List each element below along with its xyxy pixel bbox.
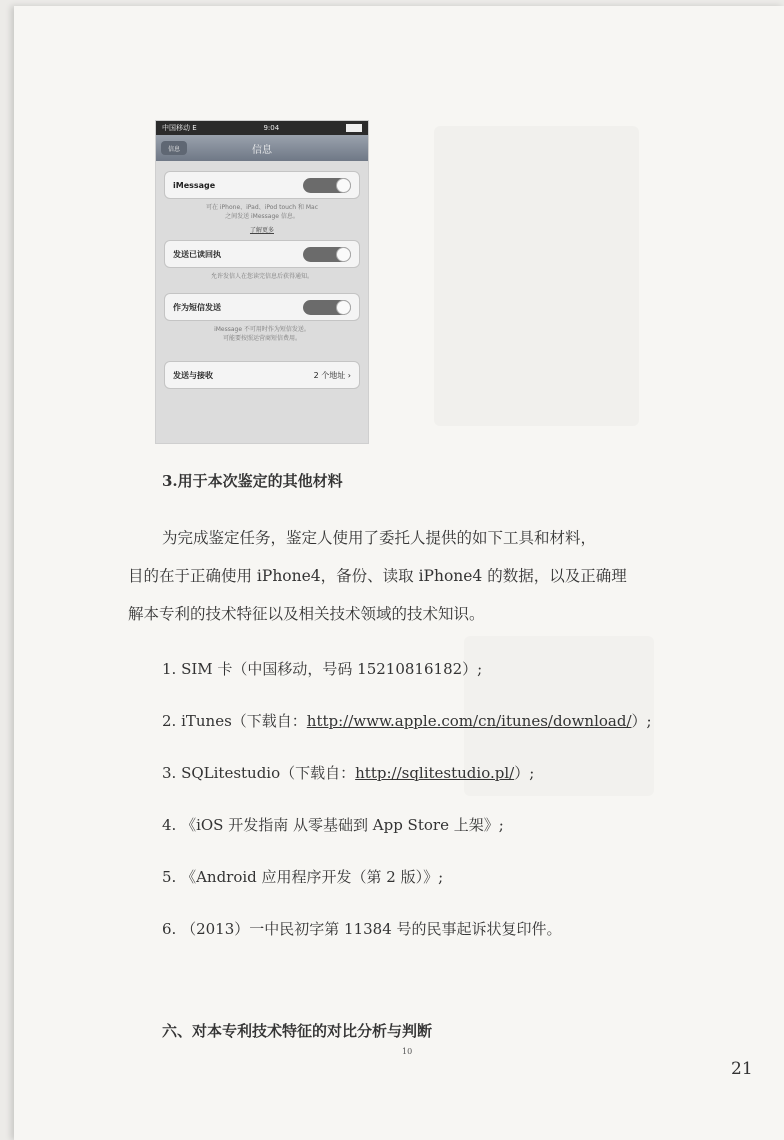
send-receive-value: 2 个地址 xyxy=(313,370,346,380)
footer-page-number: 10 xyxy=(402,1047,413,1056)
item-text: ）; xyxy=(514,764,535,782)
toggle-knob xyxy=(336,300,351,315)
send-receive-cell[interactable] xyxy=(164,361,360,389)
list-item xyxy=(162,710,652,731)
item-text: 5. 《Android 应用程序开发（第 2 版）》; xyxy=(162,868,444,886)
imessage-note-line: 可在 iPhone、iPad、iPod touch 和 Mac xyxy=(205,204,318,211)
item-text: 6. （2013）一中民初字第 11384 号的民事起诉状复印件。 xyxy=(162,920,562,938)
toggle-knob xyxy=(336,178,351,193)
sms-toggle[interactable] xyxy=(303,300,351,315)
section-heading: 六、对本专利技术特征的对比分析与判断 xyxy=(162,1022,433,1040)
sqlitestudio-link[interactable]: http://sqlitestudio.pl/ xyxy=(355,764,515,782)
send-receive-label: 发送与接收 xyxy=(173,370,213,380)
imessage-toggle[interactable] xyxy=(303,178,351,193)
section-paragraph xyxy=(128,519,694,633)
item-text: 3. SQLitestudio（下载自： xyxy=(162,764,356,782)
sms-label: 作为短信发送 xyxy=(173,302,221,312)
nav-title: 信息 xyxy=(252,144,272,156)
iphone-screenshot xyxy=(155,120,369,444)
itunes-download-link[interactable]: http://www.apple.com/cn/itunes/download/ xyxy=(306,712,632,730)
show-through-shadow xyxy=(434,126,639,426)
toggle-knob xyxy=(336,247,351,262)
list-item xyxy=(162,658,482,679)
item-text: ）; xyxy=(631,712,652,730)
sms-note-line: iMessage 不可用时作为短信发送。 xyxy=(214,326,310,333)
read-receipt-cell xyxy=(164,240,360,268)
sms-note xyxy=(168,325,356,343)
paragraph-line: 为完成鉴定任务，鉴定人使用了委托人提供的如下工具和材料， xyxy=(162,529,597,547)
sms-note-line: 可能要按照运营商短信费用。 xyxy=(222,335,301,342)
list-item xyxy=(162,866,443,887)
paragraph-line: 目的在于正确使用 iPhone4，备份、读取 iPhone4 的数据，以及正确理 xyxy=(128,567,627,585)
learn-more-link[interactable]: 了解更多 xyxy=(249,227,274,234)
imessage-label: iMessage xyxy=(173,180,216,190)
page-number: 21 xyxy=(731,1059,753,1079)
chevron-right-icon: › xyxy=(347,370,351,380)
status-time: 9:04 xyxy=(263,124,280,132)
item-text: 4. 《iOS 开发指南 从零基础到 App Store 上架》; xyxy=(162,816,504,834)
list-item xyxy=(162,762,534,783)
imessage-cell xyxy=(164,171,360,199)
list-item xyxy=(162,918,562,939)
list-item xyxy=(162,814,504,835)
section-heading: 3.用于本次鉴定的其他材料 xyxy=(162,472,343,490)
back-button[interactable]: 信息 xyxy=(161,141,187,155)
nav-bar xyxy=(156,135,368,161)
imessage-note xyxy=(168,203,356,221)
status-carrier: 中国移动 E xyxy=(162,124,197,132)
item-text: 1. SIM 卡（中国移动，号码 15210816182）; xyxy=(162,660,483,678)
read-receipt-note: 允许发信人在您读完信息后获得通知。 xyxy=(210,273,313,280)
document-page xyxy=(14,6,784,1140)
read-receipt-label: 发送已读回执 xyxy=(173,249,221,259)
read-receipt-toggle[interactable] xyxy=(303,247,351,262)
status-bar xyxy=(156,121,368,135)
paragraph-line: 解本专利的技术特征以及相关技术领域的技术知识。 xyxy=(128,605,485,623)
imessage-note-line: 之间发送 iMessage 信息。 xyxy=(225,213,299,220)
sms-cell xyxy=(164,293,360,321)
battery-icon xyxy=(346,124,362,132)
item-text: 2. iTunes（下载自： xyxy=(162,712,307,730)
